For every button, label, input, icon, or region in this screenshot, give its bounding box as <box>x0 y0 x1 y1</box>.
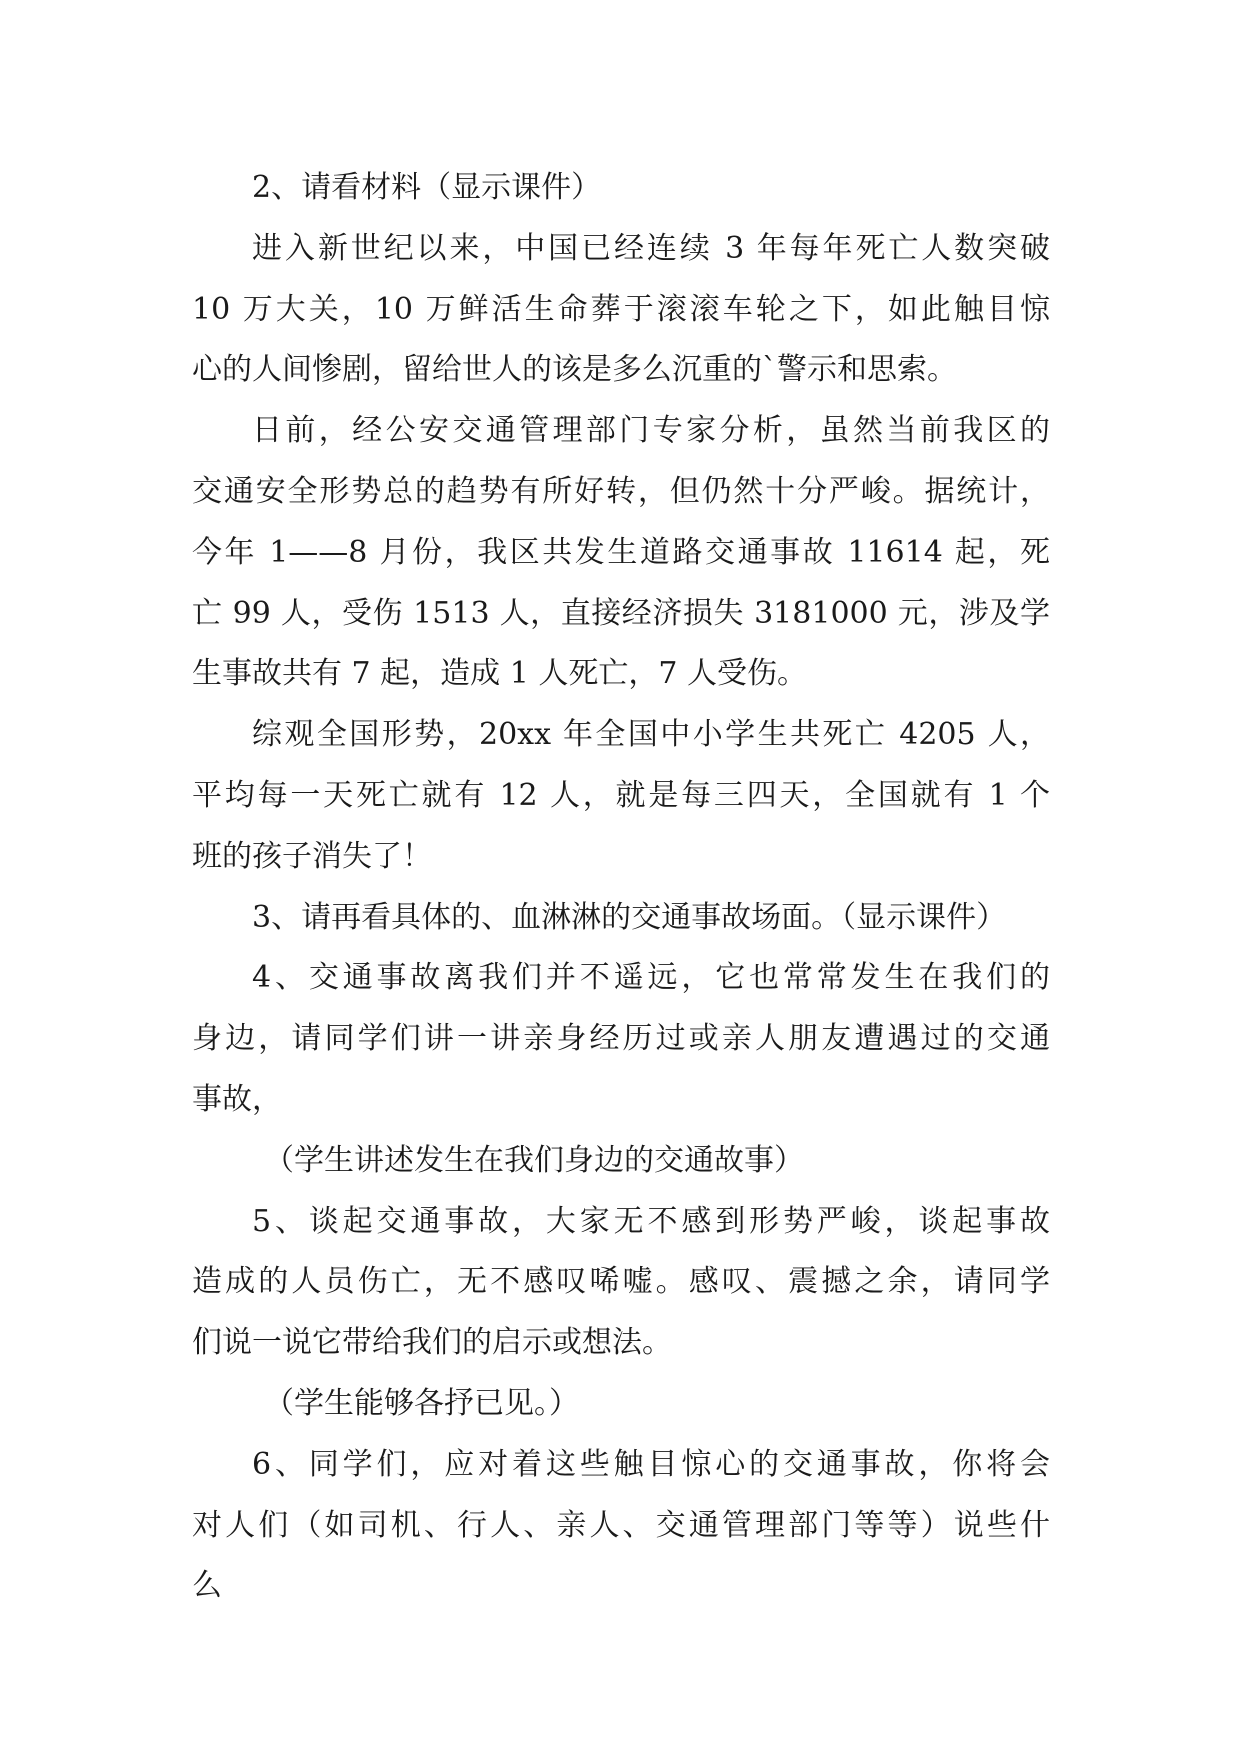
text-line: 交通安全形势总的趋势有所好转，但仍然十分严峻。据统计， <box>192 473 1050 509</box>
text-line: （学生讲述发生在我们身边的交通故事） <box>264 1142 804 1178</box>
text-line: 身边，请同学们讲一讲亲身经历过或亲人朋友遭遇过的交通 <box>192 1021 1050 1057</box>
text-line: 日前，经公安交通管理部门专家分析，虽然当前我区的 <box>252 413 1050 449</box>
text-line: 事故， <box>192 1081 282 1117</box>
text-line: 2、请看材料（显示课件） <box>252 170 602 205</box>
text-line: 进入新世纪以来，中国已经连续 3 年每年死亡人数突破 <box>252 230 1050 266</box>
text-line: 4、交通事故离我们并不遥远，它也常常发生在我们的 <box>252 960 1050 996</box>
document-body <box>192 158 1050 1617</box>
text-line: 生事故共有 7 起，造成 1 人死亡，7 人受伤。 <box>192 656 807 692</box>
text-line: 6、同学们，应对着这些触目惊心的交通事故，你将会 <box>252 1446 1050 1482</box>
text-line: 们说一说它带给我们的启示或想法。 <box>192 1325 672 1361</box>
text-line: 班的孩子消失了！ <box>192 838 432 874</box>
text-line: 5、谈起交通事故，大家无不感到形势严峻，谈起事故 <box>252 1203 1050 1239</box>
text-line: 心的人间惨剧，留给世人的该是多么沉重的`警示和思索。 <box>192 352 957 388</box>
text-line: 今年 1——8 月份，我区共发生道路交通事故 11614 起，死 <box>192 534 1050 570</box>
text-line: （学生能够各抒已见。） <box>264 1385 579 1421</box>
text-line: 10 万大关，10 万鲜活生命葬于滚滚车轮之下，如此触目惊 <box>192 291 1050 327</box>
text-line: 综观全国形势，20xx 年全国中小学生共死亡 4205 人， <box>252 717 1050 753</box>
text-line: 造成的人员伤亡，无不感叹唏嘘。感叹、震撼之余，请同学 <box>192 1264 1050 1300</box>
text-line: 平均每一天死亡就有 12 人，就是每三四天，全国就有 1 个 <box>192 777 1050 813</box>
text-line: 么 <box>192 1568 222 1604</box>
text-line: 对人们（如司机、行人、亲人、交通管理部门等等）说些什 <box>192 1507 1050 1543</box>
text-line: 亡 99 人，受伤 1513 人，直接经济损失 3181000 元，涉及学 <box>192 595 1050 631</box>
text-line: 3、请再看具体的、血淋淋的交通事故场面。（显示课件） <box>252 899 1007 935</box>
